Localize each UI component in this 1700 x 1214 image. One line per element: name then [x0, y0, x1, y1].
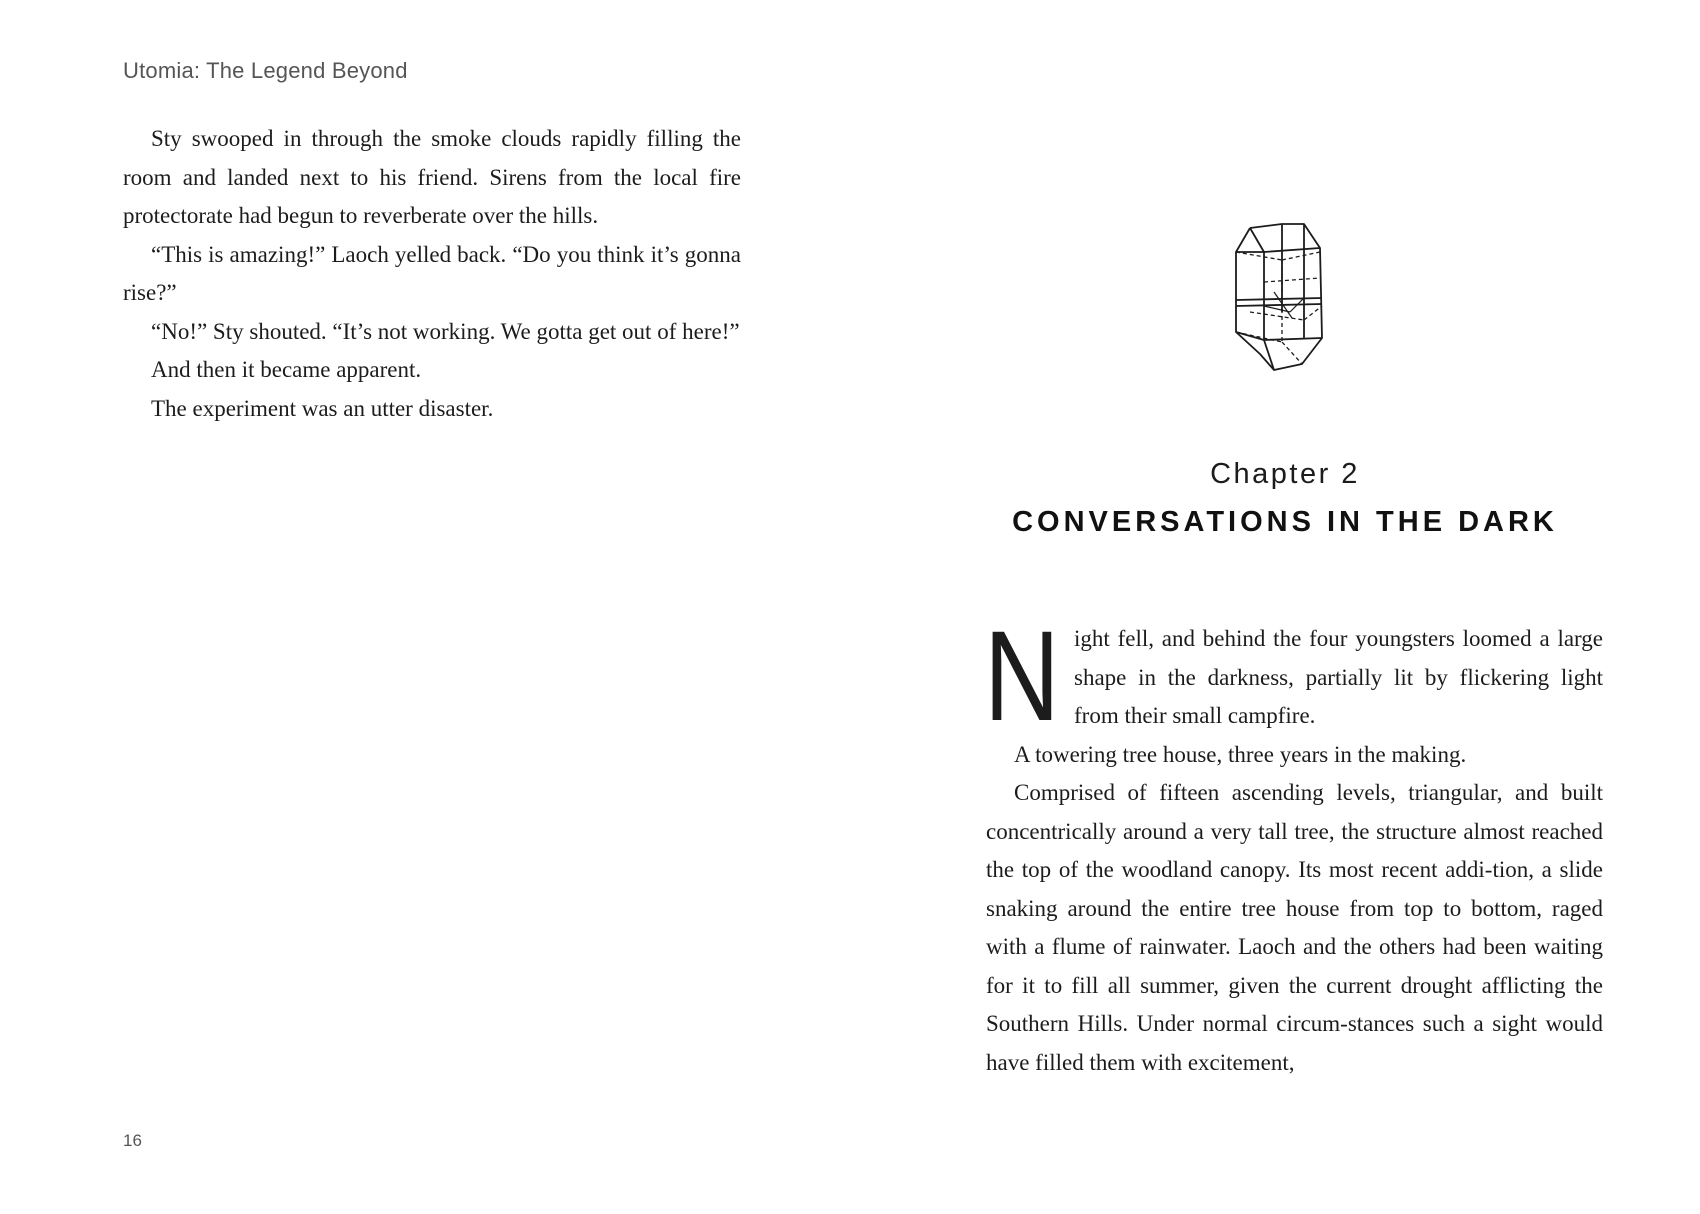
paragraph: Comprised of fifteen ascending levels, triangular, and built concentrically around a very tall tree, the structure almost reached the top of the woodland canopy. Its most recent addi-tion, a slide snaking around the entire tree house from top to bottom, raged with a flume of rainwater. Laoch and the others had been waiting for it to fill all summer, given the current drought afflicting the Southern Hills. Under normal circum-stances such a sight would have filled them with excitement,	[986, 780, 1603, 1075]
right-page-text	[984, 605, 1603, 1082]
paragraph: Sty swooped in through the smoke clouds rapidly filling the room and landed next to his friend. Sirens from the local fire protectorate had begun to reverberate over the hills.	[123, 126, 741, 228]
page-number: 16	[123, 1131, 142, 1150]
crystal-illustration	[1230, 222, 1350, 382]
chapter-title: CONVERSATIONS IN THE DARK	[1012, 506, 1558, 538]
paragraph: A towering tree house, three years in the making.	[1014, 741, 1467, 767]
opening-paragraph-text: ight fell, and behind the four youngsters loomed a large shape in the darkness, partially lit by flickering light from their small campfire.	[1074, 626, 1603, 728]
paragraph: “No!” Sty shouted. “It’s not working. We gotta get out of here!”	[151, 318, 740, 344]
drop-cap: N	[984, 605, 1060, 748]
chapter-label: Chapter 2	[1210, 458, 1360, 490]
right-page	[850, 0, 1700, 1214]
opening-paragraph	[984, 605, 1603, 748]
paragraph: “This is amazing!” Laoch yelled back. “Do you think it’s gonna rise?”	[123, 241, 741, 305]
running-head: Utomia: The Legend Beyond	[123, 58, 408, 83]
paragraph: The experiment was an utter disaster.	[151, 395, 494, 421]
left-page-text	[123, 120, 741, 428]
paragraph: And then it became apparent.	[151, 357, 422, 382]
